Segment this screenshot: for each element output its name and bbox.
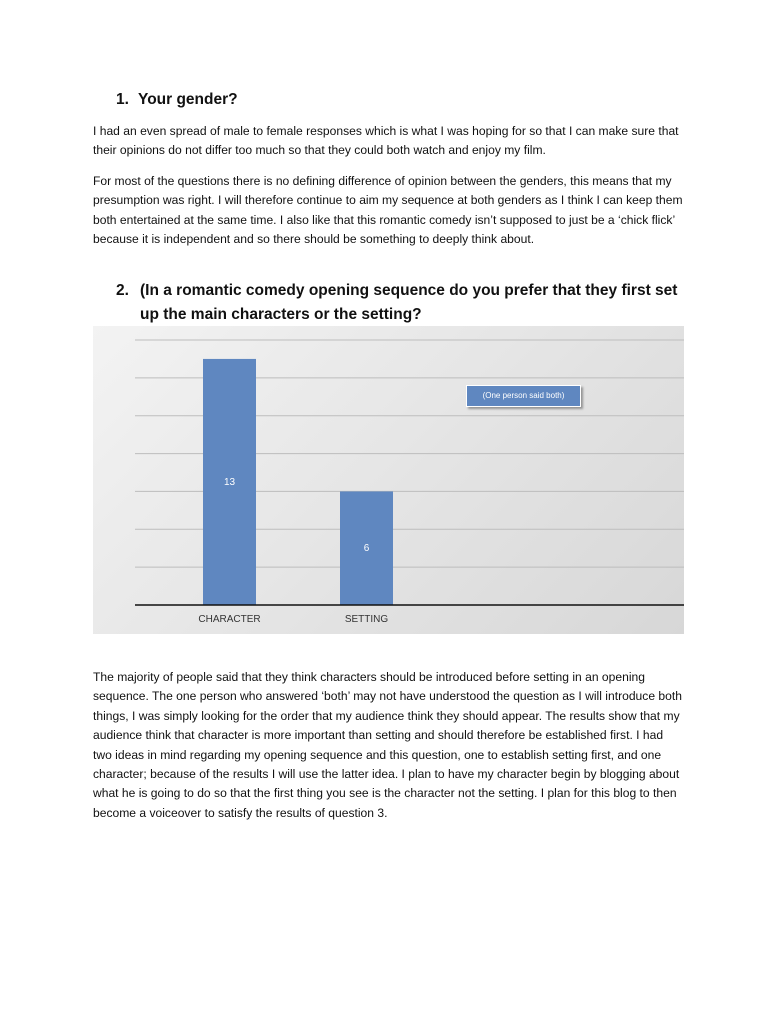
section-1-title: Your gender? bbox=[138, 91, 238, 108]
category-label-setting: SETTING bbox=[344, 614, 389, 625]
section-2-heading bbox=[116, 279, 686, 327]
section-2-number: 2. bbox=[116, 282, 129, 299]
chart-annotation: (One person said both) bbox=[466, 385, 581, 407]
data-label-character: 13 bbox=[223, 476, 236, 488]
category-label-character: CHARACTER bbox=[198, 614, 261, 625]
chart-canvas bbox=[93, 326, 684, 634]
section-1-number: 1. bbox=[116, 91, 129, 108]
section-2-paragraph: The majority of people said that they think characters should be introduced before setting in an opening sequence. The one person who answered ‘both’ may not have understood the question as I will introduce both things, I was simply looking for the order that my audience think they should appear. The results show that my audience think that character is more important than setting and should therefore be established first. I had two ideas in mind regarding my opening sequence and this question, one to establish setting first, and one character; because of the results I will use the latter idea. I plan to have my character begin by blogging about what he is going to do so that the first thing you see is the character not the setting. I plan for this blog to then become a voiceover to satisfy the results of question 3. bbox=[93, 670, 682, 820]
bar-chart bbox=[93, 326, 684, 634]
section-1-heading bbox=[116, 88, 238, 112]
section-1-paragraph-2: For most of the questions there is no defining difference of opinion between the genders, this means that my presumption was right. I will therefore continue to aim my sequence at both genders as I think I can keep them both entertained at the same time. I also like that this romantic comedy isn’t supposed to just be a ‘chick flick’ because it is independent and so there should be something to deeply think about. bbox=[93, 174, 683, 247]
section-1-paragraph-1: I had an even spread of male to female responses which is what I was hoping for so that I can make sure that their opinions do not differ too much so that they could both watch and enjoy my film. bbox=[93, 124, 679, 158]
section-2-title: (In a romantic comedy opening sequence do you prefer that they first set up the main characters or the setting? bbox=[140, 282, 678, 323]
data-label-setting: 6 bbox=[363, 543, 370, 555]
